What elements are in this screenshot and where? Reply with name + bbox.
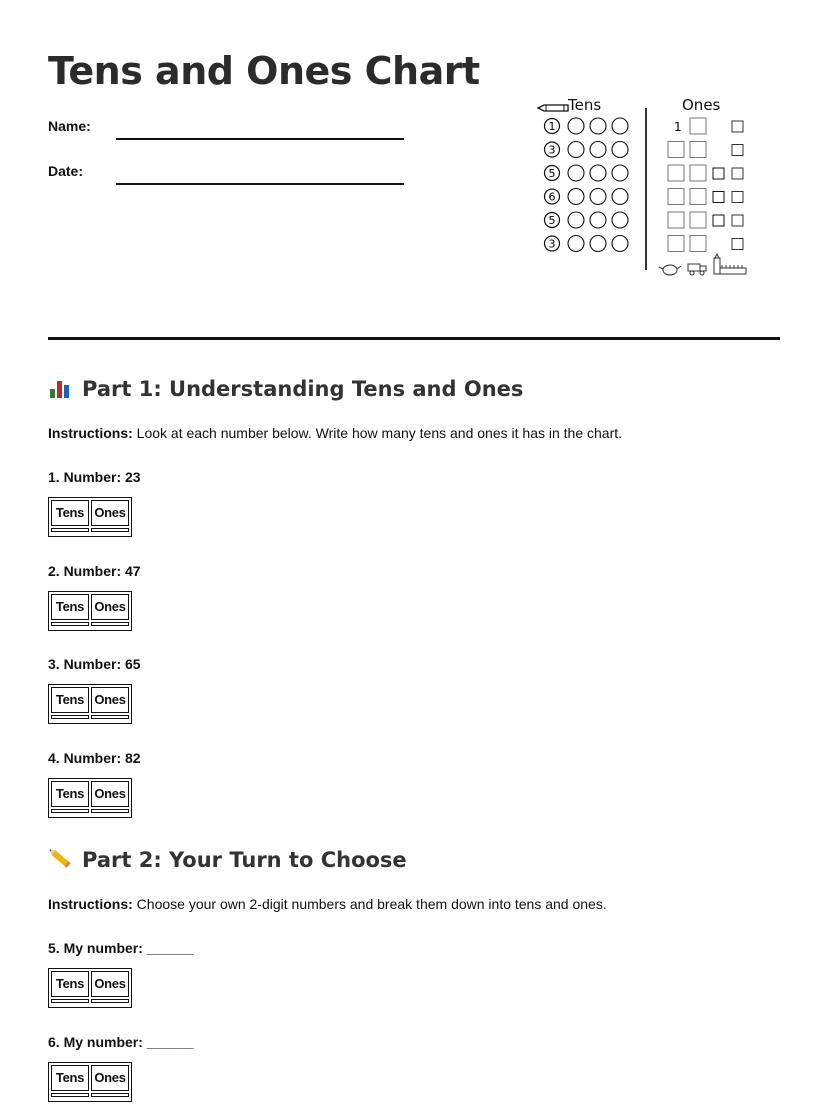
ones-square [690, 165, 706, 181]
table-column-ones [91, 687, 129, 721]
table-header-ones: Ones [91, 594, 129, 620]
tens-ones-table [48, 778, 132, 818]
ones-small-square [732, 121, 743, 132]
ones-square [668, 236, 684, 252]
tens-circle [568, 165, 584, 181]
table-column-tens [51, 1065, 89, 1099]
tens-circle [590, 165, 606, 181]
ones-small-square [732, 215, 743, 226]
tens-circle [568, 236, 584, 252]
table-header-tens: Tens [51, 500, 89, 526]
question-label: 1. Number: 23 [48, 469, 141, 485]
answer-cell-ones[interactable] [91, 1093, 129, 1097]
name-label: Name: [48, 118, 91, 134]
table-header-tens: Tens [51, 971, 89, 997]
answer-cell-tens[interactable] [51, 999, 89, 1003]
answer-cell-ones[interactable] [91, 622, 129, 626]
tens-circle-rows [545, 118, 629, 252]
ones-small-square [732, 145, 743, 156]
part2-instructions-text: Choose your own 2-digit numbers and break them down into tens and ones. [132, 896, 607, 912]
answer-cell-tens[interactable] [51, 715, 89, 719]
ones-small-square [713, 215, 724, 226]
tens-circle [590, 189, 606, 205]
table-column-ones [91, 500, 129, 534]
ones-square [668, 212, 684, 228]
ones-square [690, 212, 706, 228]
tens-circle [612, 212, 628, 228]
tens-circle [612, 165, 628, 181]
answer-cell-tens[interactable] [51, 528, 89, 532]
answer-cell-ones[interactable] [91, 715, 129, 719]
ones-small-square [713, 192, 724, 203]
table-column-ones [91, 1065, 129, 1099]
answer-cell-ones[interactable] [91, 809, 129, 813]
table-column-tens [51, 594, 89, 628]
bar-chart-icon [48, 377, 74, 399]
page-title: Tens and Ones Chart [48, 49, 480, 93]
table-header-ones: Ones [91, 687, 129, 713]
tens-ones-table [48, 591, 132, 631]
section-divider [48, 337, 780, 340]
question-label: 4. Number: 82 [48, 749, 141, 766]
part2-heading [48, 847, 407, 873]
tens-circle [612, 189, 628, 205]
part1-heading-text: Part 1: Understanding Tens and Ones [82, 377, 524, 401]
ones-small-square [732, 192, 743, 203]
tens-circle [590, 118, 606, 134]
table-column-ones [91, 594, 129, 628]
ones-square [690, 236, 706, 252]
tens-circle [568, 142, 584, 158]
tens-circle [612, 118, 628, 134]
question-label: 2. Number: 47 [48, 562, 141, 579]
date-field [48, 163, 408, 187]
tens-digit: 5 [548, 214, 556, 227]
table-column-tens [51, 971, 89, 1005]
ones-square [668, 142, 684, 158]
part2-instructions-label: Instructions: [48, 896, 133, 912]
tens-ones-table [48, 1062, 132, 1102]
ones-square [690, 142, 706, 158]
answer-cell-tens[interactable] [51, 622, 89, 626]
table-column-ones [91, 971, 129, 1005]
illustration-tens-header: Tens [568, 96, 602, 114]
ones-square [668, 189, 684, 205]
ones-first-digit: 1 [674, 120, 682, 134]
tens-circle [590, 142, 606, 158]
castle-icon [714, 254, 746, 274]
tens-circle [612, 142, 628, 158]
table-column-tens [51, 500, 89, 534]
question-label: 3. Number: 65 [48, 656, 141, 672]
tens-circle [568, 118, 584, 134]
tens-circle [612, 236, 628, 252]
tens-ones-table [48, 497, 132, 537]
ones-small-square [732, 239, 743, 250]
table-header-ones: Ones [91, 500, 129, 526]
table-header-ones: Ones [91, 1065, 129, 1091]
table-header-tens: Tens [51, 687, 89, 713]
table-column-ones [91, 781, 129, 815]
table-header-tens: Tens [51, 594, 89, 620]
part2-instructions [48, 896, 607, 912]
tens-circle [590, 212, 606, 228]
tens-digit: 1 [548, 120, 556, 133]
question-label: 5. My number: ______ [48, 940, 194, 956]
ones-square [690, 118, 706, 134]
illustration-drawing [532, 94, 756, 284]
name-write-line [116, 138, 404, 140]
tens-circle [568, 212, 584, 228]
answer-cell-tens[interactable] [51, 1093, 89, 1097]
tens-digit: 6 [548, 190, 556, 204]
date-label: Date: [48, 163, 84, 179]
part1-heading [48, 376, 523, 402]
date-write-line [116, 183, 404, 185]
tens-ones-table [48, 968, 132, 1008]
name-field [48, 118, 408, 142]
question-label: 6. My number: ______ [48, 1034, 194, 1050]
ones-small-square [713, 168, 724, 179]
truck-icon [688, 264, 706, 275]
table-header-tens: Tens [51, 781, 89, 807]
table-header-ones: Ones [91, 781, 129, 807]
ones-small-square [732, 168, 743, 179]
table-column-tens [51, 687, 89, 721]
illustration-ones-header: Ones [682, 96, 721, 114]
tens-ones-illustration [532, 94, 756, 284]
part1-instructions-label: Instructions: [48, 425, 133, 441]
answer-cell-tens[interactable] [51, 809, 89, 813]
pencil-icon [538, 105, 568, 111]
part1-instructions [48, 425, 622, 441]
ones-square-rows [668, 118, 743, 252]
tens-digit: 5 [548, 167, 556, 180]
ones-square [668, 165, 684, 181]
ones-square [690, 189, 706, 205]
part1-instructions-text: Look at each number below. Write how many tens and ones it has in the chart. [132, 425, 623, 441]
tens-ones-table [48, 684, 132, 724]
illustration-divider [645, 108, 647, 270]
table-header-tens: Tens [51, 1065, 89, 1091]
tens-circle [590, 236, 606, 252]
part2-heading-text: Part 2: Your Turn to Choose [82, 848, 407, 872]
pencil-icon [48, 848, 74, 870]
answer-cell-ones[interactable] [91, 999, 129, 1003]
table-header-ones: Ones [91, 971, 129, 997]
tens-digit: 3 [548, 237, 556, 251]
tens-circle [568, 189, 584, 205]
table-column-tens [51, 781, 89, 815]
tens-digit: 3 [548, 143, 556, 157]
answer-cell-ones[interactable] [91, 528, 129, 532]
teapot-icon [659, 265, 681, 275]
